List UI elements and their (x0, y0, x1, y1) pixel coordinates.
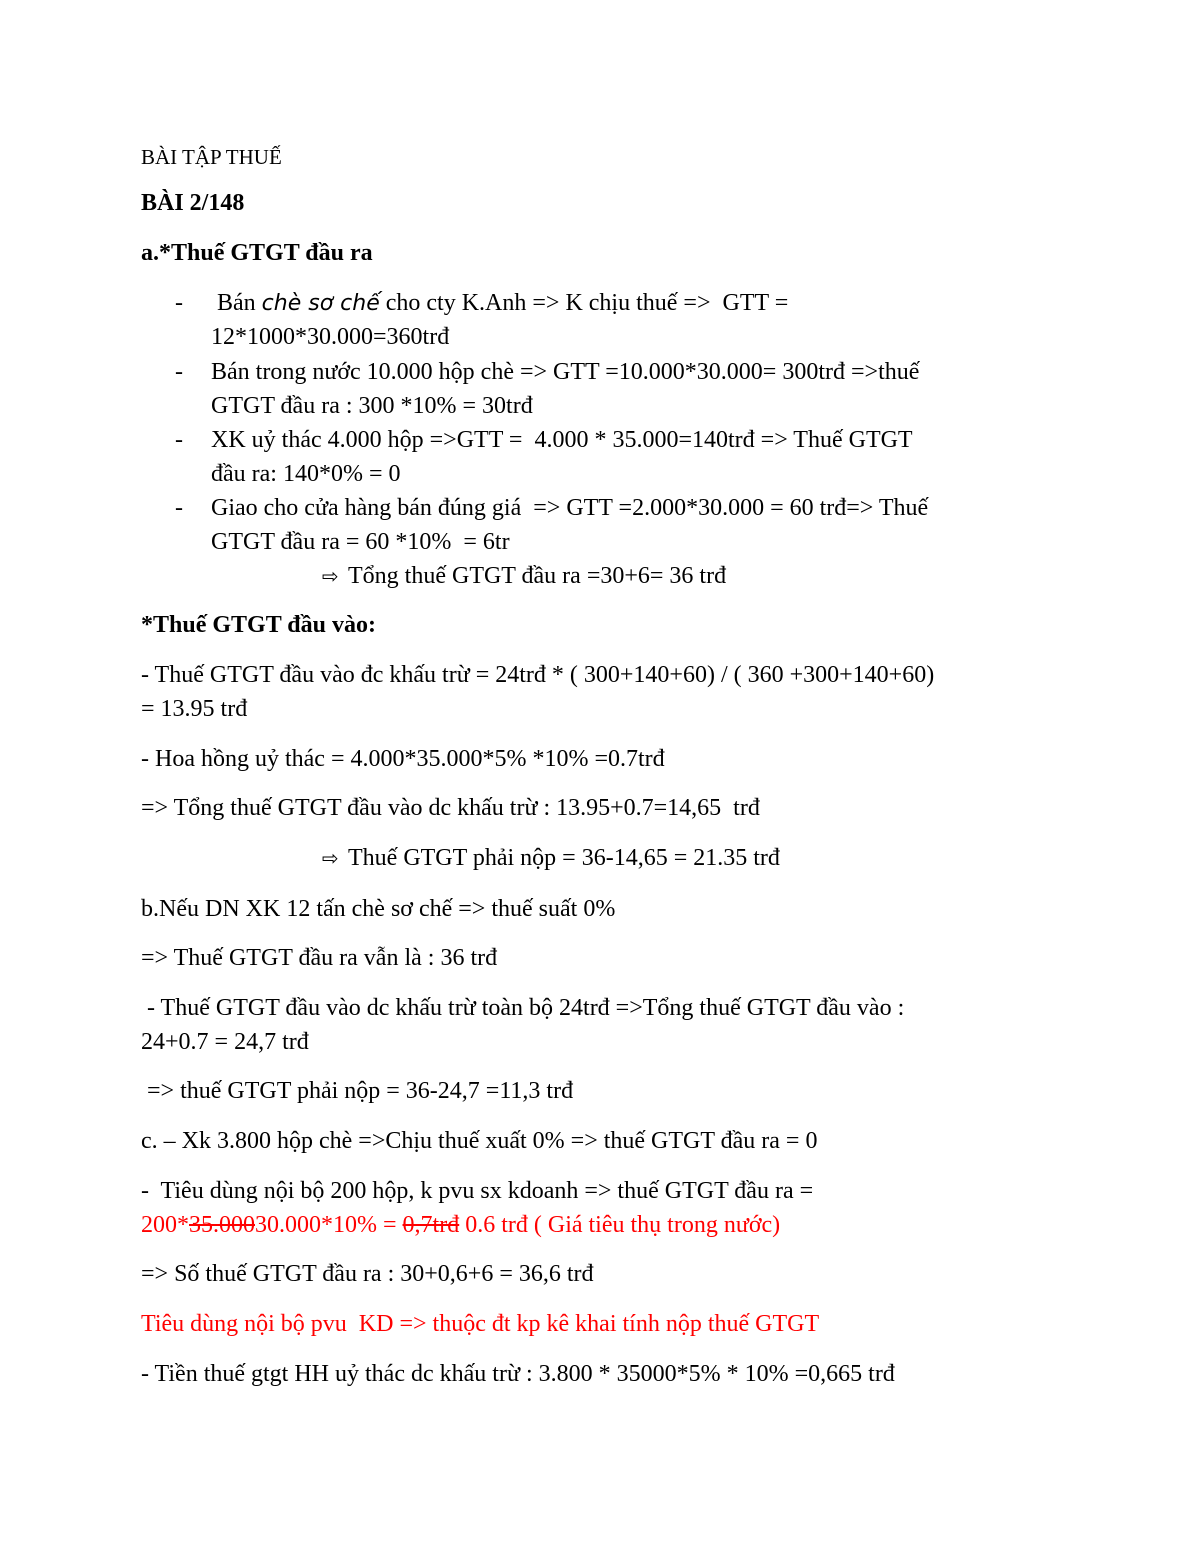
payable-line (322, 841, 780, 875)
total-output-line (322, 559, 726, 593)
internal-use-line: - Tiêu dùng nội bộ 200 hộp, k pvu sx kdoanh => thuế GTGT đầu ra = (141, 1178, 814, 1204)
bullet-2-cont: GTGT đầu ra : 300 *10% = 30trđ (211, 393, 533, 419)
exercise-heading: BÀI 2/148 (141, 190, 245, 216)
input-deduct-line: - Thuế GTGT đầu vào đc khấu trừ = 24trđ * ( 300+140+60) / ( 360 +300+140+60) (141, 662, 935, 688)
bullet-1-cont: 12*1000*30.000=360trđ (211, 324, 450, 350)
last-line: - Tiền thuế gtgt HH uỷ thác dc khấu trừ : 3.800 * 35000*5% * 10% =0,665 trđ (141, 1361, 895, 1387)
section-input-heading: *Thuế GTGT đầu vào: (141, 612, 376, 638)
calc-part-2: 30.000*10% = (255, 1212, 403, 1238)
bullet-marker: - (175, 290, 183, 316)
bullet-marker: - (175, 495, 183, 521)
part-c-total: => Số thuế GTGT đầu ra : 30+0,6+6 = 36,6 trđ (141, 1261, 594, 1287)
part-b-input: - Thuế GTGT đầu vào dc khấu trừ toàn bộ 24trđ =>Tổng thuế GTGT đầu vào : (141, 995, 905, 1021)
part-c-line: c. – Xk 3.800 hộp chè =>Chịu thuế xuất 0% => thuế GTGT đầu ra = 0 (141, 1128, 818, 1154)
commission-line: - Hoa hồng uỷ thác = 4.000*35.000*5% *10% =0.7trđ (141, 746, 665, 772)
bullet-1-pre: Bán (211, 290, 262, 316)
bullet-3-text: XK uỷ thác 4.000 hộp =>GTT = 4.000 * 35.000=140trđ => Thuế GTGT (211, 427, 913, 453)
part-b-payable: => thuế GTGT phải nộp = 36-24,7 =11,3 trđ (141, 1078, 574, 1104)
bullet-3-cont: đầu ra: 140*0% = 0 (211, 461, 401, 487)
doc-title: BÀI TẬP THUẾ (141, 145, 282, 169)
right-arrow-icon: ⇨ (322, 846, 339, 870)
calc-part-1: 200* (141, 1212, 189, 1238)
bullet-marker: - (175, 427, 183, 453)
red-note: Tiêu dùng nội bộ pvu KD => thuộc đt kp kê khai tính nộp thuế GTGT (141, 1311, 820, 1337)
section-a-heading: a.*Thuế GTGT đầu ra (141, 240, 373, 266)
calc-part-3: 0.6 trđ ( Giá tiêu thụ trong nước) (459, 1212, 781, 1238)
part-b-output: => Thuế GTGT đầu ra vẫn là : 36 trđ (141, 945, 498, 971)
bullet-1-text (211, 286, 788, 321)
bullet-1-post: cho cty K.Anh => K chịu thuế => GTT = (379, 290, 789, 316)
internal-use-calc (141, 1208, 780, 1242)
total-output-text: Tổng thuế GTGT đầu ra =30+6= 36 trđ (348, 563, 727, 589)
bullet-2-text: Bán trong nước 10.000 hộp chè => GTT =10.000*30.000= 300trđ =>thuế (211, 359, 920, 385)
bullet-4-cont: GTGT đầu ra = 60 *10% = 6tr (211, 529, 510, 555)
right-arrow-icon: ⇨ (322, 564, 339, 588)
bullet-marker: - (175, 359, 183, 385)
bullet-1-italic: chè sơ chế (261, 291, 380, 316)
bullet-4-text: Giao cho cửa hàng bán đúng giá => GTT =2.000*30.000 = 60 trđ=> Thuế (211, 495, 929, 521)
part-b-line: b.Nếu DN XK 12 tấn chè sơ chế => thuế suất 0% (141, 896, 616, 922)
total-input-line: => Tổng thuế GTGT đầu vào dc khấu trừ : 13.95+0.7=14,65 trđ (141, 795, 760, 821)
struck-value-1: 35.000 (189, 1212, 255, 1238)
part-b-input-cont: 24+0.7 = 24,7 trđ (141, 1029, 309, 1055)
payable-text: Thuế GTGT phải nộp = 36-14,65 = 21.35 trđ (348, 845, 780, 871)
input-deduct-cont: = 13.95 trđ (141, 696, 248, 722)
struck-value-2: 0,7trđ (402, 1212, 460, 1238)
